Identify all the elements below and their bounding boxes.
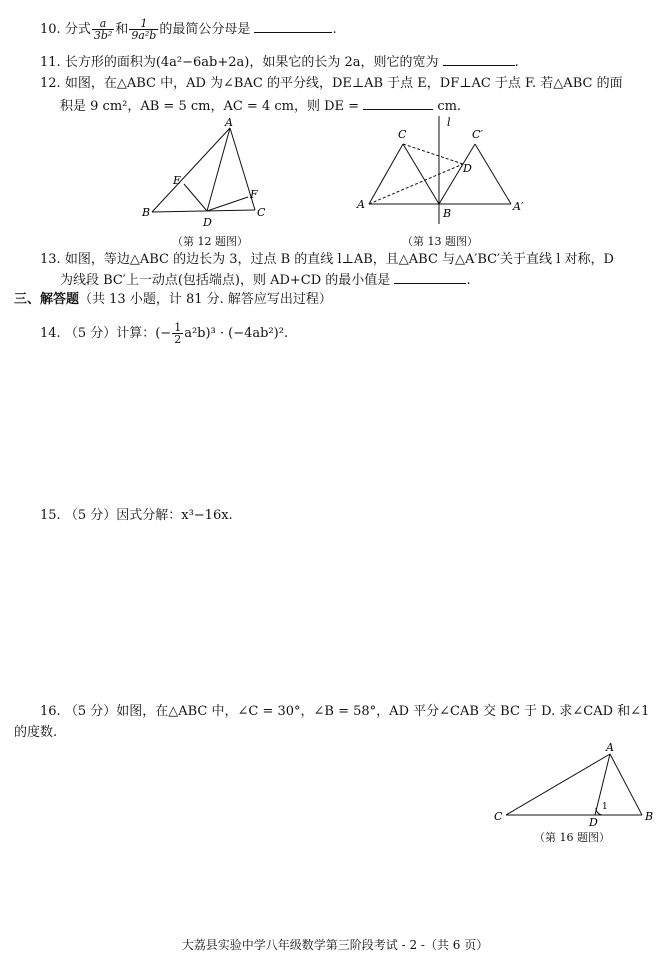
segment-ab [610, 754, 642, 815]
question-text: （5 分）计算： [64, 326, 156, 341]
figure-13-triangles [355, 112, 535, 227]
segment-ac [369, 144, 403, 204]
answer-blank[interactable] [254, 21, 332, 33]
section-title: 三、解答题 [14, 292, 80, 307]
question-10: 10. 分式 $\frac{a}{\text{3b²}}$ 和 $\frac{1}{\text{9a²b}}$ 的最简公分母是 . [40, 17, 337, 42]
line-label-l: l [447, 116, 451, 129]
segment-bc [152, 210, 255, 212]
question-number: 13. [40, 252, 61, 267]
section-desc: （共 13 小题，计 81 分. 解答应写出过程） [79, 292, 332, 307]
figure-13-caption: （第 13 题图） [402, 235, 478, 248]
segment-cb [403, 144, 439, 204]
expression-part: a²b)³ · (−4ab²)². [184, 326, 289, 341]
question-16-line-1 [40, 704, 649, 720]
question-text: 的最简公分母是 [159, 22, 251, 37]
question-12-line-1 [40, 76, 623, 92]
answer-blank[interactable] [394, 272, 466, 284]
question-text: 如图，在△ABC 中，AD 为∠BAC 的平分线，DE⊥AB 于点 E，DF⊥AC 于点 F. 若△ABC 的面 [64, 76, 623, 91]
question-text: （5 分）因式分解：x³−16x. [64, 508, 233, 523]
question-15 [40, 508, 233, 524]
question-16-line-2 [14, 725, 57, 741]
question-11: 11. 长方形的面积为(4a²−6ab+2a)，如果它的长为 2a，则它的宽为 . [40, 55, 519, 70]
segment-cd-dashed [403, 144, 463, 164]
question-number: 14. [40, 326, 61, 341]
question-text: 为线段 BC′上一动点(包括端点)，则 AD+CD 的最小值是 [60, 273, 391, 288]
segment-de [184, 184, 207, 211]
figure-16-caption: （第 16 题图） [534, 831, 610, 844]
point-label-d: D [589, 816, 598, 828]
answer-blank[interactable] [443, 54, 515, 66]
question-text: 和 [115, 22, 129, 37]
point-label-b: B [645, 810, 654, 823]
question-text: 的度数. [14, 725, 58, 740]
fraction-one-half: $\frac{1}{2}$ [174, 321, 182, 346]
page-footer: 大荔县实验中学八年级数学第三阶段考试 - 2 -（共 6 页） [181, 938, 489, 952]
fraction-a-over-3b2: $\frac{a}{\text{3b²}}$ [93, 17, 113, 42]
fraction-1-over-9a2b: $\frac{1}{\text{9a²b}}$ [131, 17, 157, 42]
question-number: 12. [40, 76, 61, 91]
question-number: 16. [40, 704, 61, 719]
point-label-b: B [443, 207, 452, 220]
point-label-c: C [398, 128, 407, 141]
answer-blank[interactable] [363, 98, 433, 110]
figure-16-triangle [490, 740, 660, 828]
angle-label-1: 1 [602, 802, 608, 812]
point-label-c-prime: C′ [472, 128, 483, 141]
question-text: 分式 [64, 22, 91, 37]
expression-part: (− [155, 326, 172, 341]
question-text: 如图，等边△ABC 的边长为 3，过点 B 的直线 l⊥AB，且△ABC 与△A′BC′关于直线 l 对称，D [64, 252, 614, 267]
question-number: 10. [40, 22, 61, 37]
figure-12-triangle [140, 118, 290, 233]
question-number: 11. [40, 55, 61, 70]
point-label-d: D [463, 162, 472, 175]
question-14 [40, 322, 288, 345]
segment-ca [506, 754, 610, 815]
question-13-line-1 [40, 252, 614, 268]
point-label-f: F [250, 188, 258, 201]
point-label-a: A [225, 118, 233, 129]
point-label-b: B [142, 206, 151, 219]
unit-text: cm. [437, 99, 462, 114]
point-label-a: A [357, 198, 365, 211]
question-text: 长方形的面积为(4a²−6ab+2a)，如果它的长为 2a，则它的宽为 [64, 55, 439, 70]
point-label-a-prime: A′ [513, 200, 524, 213]
point-label-a: A [606, 741, 614, 754]
figure-12-caption: （第 12 题图） [172, 235, 248, 248]
question-number: 15. [40, 508, 61, 523]
question-13-line-2: 为线段 BC′上一动点(包括端点)，则 AD+CD 的最小值是 . [60, 273, 471, 288]
question-text: （5 分）如图，在△ABC 中，∠C = 30°，∠B = 58°，AD 平分∠CAB 交 BC 于 D. 求∠CAD 和∠1 [64, 704, 650, 719]
point-label-c: C [257, 206, 266, 219]
point-label-e: E [173, 174, 182, 187]
segment-c2a2 [475, 144, 511, 204]
segment-ad-dashed [369, 164, 463, 204]
point-label-c: C [494, 810, 503, 823]
point-label-d: D [203, 216, 212, 229]
section-3-header [14, 292, 332, 308]
question-text: 积是 9 cm²，AB = 5 cm，AC = 4 cm，则 DE = [60, 99, 360, 114]
segment-df [207, 197, 248, 211]
